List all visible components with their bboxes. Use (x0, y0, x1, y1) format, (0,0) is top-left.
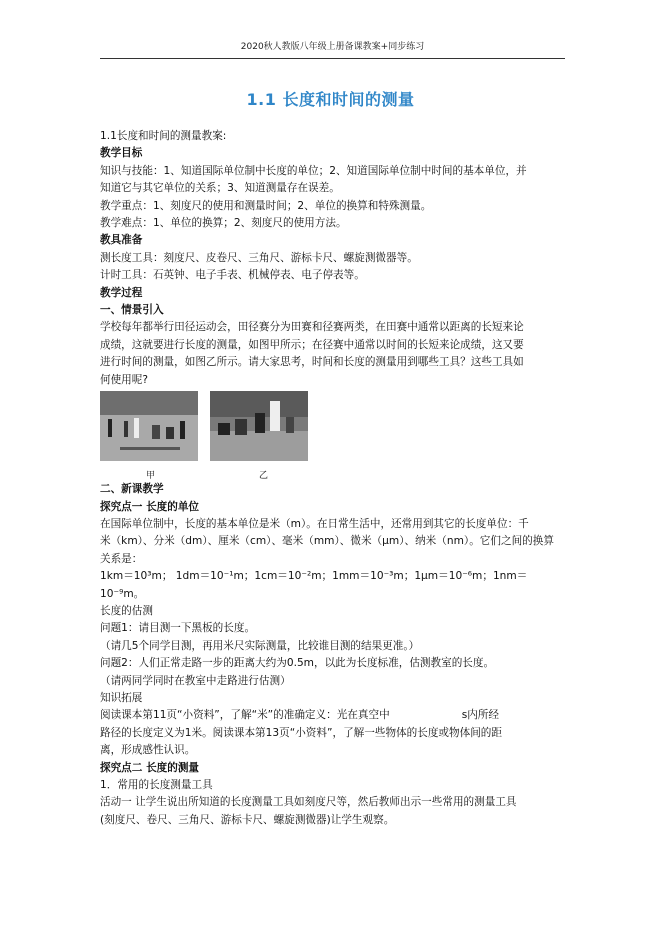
doc-line: 教学难点：1、单位的换算；2、刻度尺的使用方法。 (100, 217, 347, 230)
section-heading: 二、新课教学 (100, 483, 164, 496)
doc-line: 米（km）、分米（dm）、厘米（cm）、毫米（mm）、微米（μm）、纳米（nm）。它们之间的换算 (100, 535, 554, 548)
doc-line: 成绩，这就要进行长度的测量，如图甲所示；在径赛中通常以时间的长短来论成绩，这又要 (100, 338, 524, 351)
doc-line: 学校每年都举行田径运动会，田径赛分为田赛和径赛两类，在田赛中通常以距离的长短来论 (100, 321, 524, 334)
photo-field-event (100, 391, 198, 461)
doc-line: 测长度工具：刻度尺、皮卷尺、三角尺、游标卡尺、螺旋测微器等。 (100, 251, 418, 264)
doc-line: 离，形成感性认识。 (100, 744, 196, 757)
doc-line: 知道它与其它单位的关系；3、知道测量存在误差。 (100, 182, 340, 195)
doc-line: 1km＝10³m； 1dm＝10⁻¹m；1cm＝10⁻²m；1mm＝10⁻³m；1μm＝10⁻⁶m；1nm＝10⁻⁹m。 (100, 570, 528, 600)
doc-line: 活动一 让学生说出所知道的长度测量工具如刻度尺等，然后教师出示一些常用的测量工具 (100, 796, 517, 809)
page-title: 1.1 长度和时间的测量 (246, 90, 415, 109)
doc-line-part: 阅读课本第11页“小资料”，了解“米”的准确定义：光在真空中 (100, 709, 390, 722)
doc-line: 路径的长度定义为1米。阅读课本第13页“小资料”，了解一些物体的长度或物体间的距 (100, 726, 502, 739)
doc-line: 1.1长度和时间的测量教案: (100, 130, 227, 142)
doc-line: 教学重点：1、刻度尺的使用和测量时间；2、单位的换算和特殊测量。 (100, 199, 432, 212)
doc-line: （请几5个同学目测，再用米尺实际测量，比较谁目测的结果更准。） (100, 639, 420, 652)
doc-line-part: s内所经 (461, 709, 499, 722)
doc-line: 问题2：人们正常走路一步的距离大约为0.5m，以此为长度标准，估测教室的长度。 (100, 657, 495, 670)
header-rule (100, 58, 565, 59)
doc-line: 在国际单位制中，长度的基本单位是米（m）。在日常生活中，还常用到其它的长度单位：千 (100, 517, 529, 530)
doc-line: 知识与技能：1、知道国际单位制中长度的单位；2、知道国际单位制中时间的基本单位，并 (100, 164, 527, 177)
doc-line: (刻度尺、卷尺、三角尺、游标卡尺、螺旋测微器)让学生观察。 (100, 813, 395, 826)
section-heading: 探究点二 长度的测量 (100, 761, 200, 774)
doc-line (100, 707, 565, 724)
doc-line: 1．常用的长度测量工具 (100, 779, 213, 791)
doc-line: 何使用呢? (100, 373, 148, 386)
doc-line: 知识拓展 (100, 691, 143, 704)
section-heading: 教学过程 (100, 286, 143, 299)
doc-line: 长度的估测 (100, 604, 153, 617)
doc-line: 计时工具：石英钟、电子手表、机械停表、电子停表等。 (100, 269, 365, 282)
caption-yi: 乙 (259, 471, 269, 482)
section-heading: 探究点一 长度的单位 (100, 500, 200, 513)
figure-photos (100, 391, 565, 481)
section-heading: 教学目标 (100, 147, 143, 160)
section-heading: 教具准备 (100, 234, 143, 247)
caption-jia: 甲 (146, 471, 156, 482)
section-heading: 一、情景引入 (100, 304, 164, 317)
doc-line: 进行时间的测量，如图乙所示。请大家思考，时间和长度的测量用到哪些工具？这些工具如 (100, 356, 524, 369)
doc-line: 关系是： (100, 552, 143, 565)
doc-line: （请两同学同时在教室中走路进行估测） (100, 674, 291, 687)
photo-track-race (210, 391, 308, 461)
doc-line: 问题1：请目测一下黑板的长度。 (100, 622, 256, 635)
page-header: 2020秋人教版八年级上册备课教案+同步练习 (240, 42, 425, 52)
document-body (100, 128, 565, 829)
